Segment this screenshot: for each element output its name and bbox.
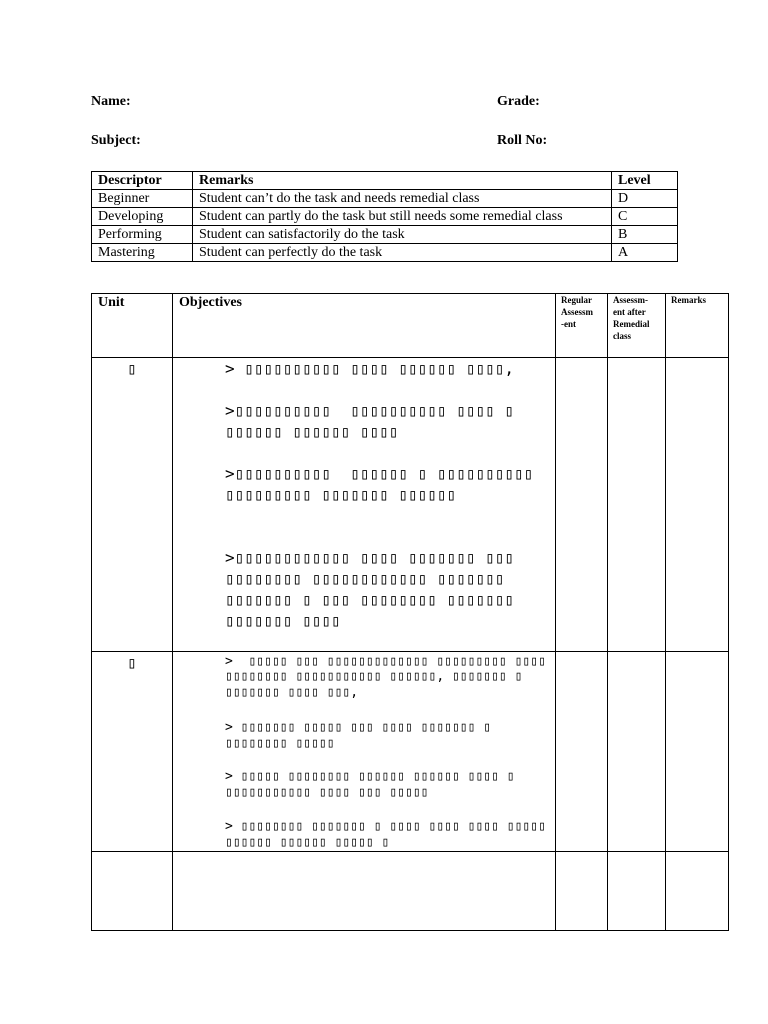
table-row [92,652,729,852]
header-line: Remedial [613,319,650,329]
objective-line: > ▯▯▯▯▯ ▯▯▯▯▯▯▯▯ ▯▯▯▯▯▯ ▯▯▯▯▯▯ ▯▯▯▯ ▯ [225,769,515,784]
remarks-cell: Student can partly do the task but still needs some remedial class [193,208,612,226]
table-row [92,190,678,208]
descriptor-cell: Developing [92,208,193,226]
level-cell: B [612,226,678,244]
remarks-column-header [666,294,729,358]
objective-line: ▯▯▯▯▯▯ ▯▯▯▯▯▯ ▯▯▯▯▯ ▯ [225,835,390,850]
objectives-header-label: Objectives [179,295,242,310]
objective-line: > ▯▯▯▯▯▯▯ ▯▯▯▯▯ ▯▯▯ ▯▯▯▯ ▯▯▯▯▯▯▯ ▯ [225,720,492,735]
header-line: ent after [613,307,646,317]
objective-line: ▯▯▯▯▯▯▯▯ ▯▯▯▯▯▯▯▯▯▯▯ ▯▯▯▯▯▯, ▯▯▯▯▯▯▯ ▯ [225,669,523,684]
unit-header-label: Unit [98,295,125,310]
grade-label: Grade: [497,94,540,109]
unit-header [92,294,173,358]
regular-assessment-cell [556,358,608,652]
table-row [92,852,729,931]
objectives-header [173,294,556,358]
header-line: -ent [561,319,576,329]
header-line: Assessm- [613,295,648,305]
regular-assessment-header [556,294,608,358]
remarks-header: Remarks [193,172,612,190]
unit-number: ▯ [127,359,137,378]
unit-number: ▯ [127,653,137,672]
table-row [92,208,678,226]
header-line: Remarks [671,295,706,305]
objective-line: > ▯▯▯▯▯ ▯▯▯ ▯▯▯▯▯▯▯▯▯▯▯▯▯ ▯▯▯▯▯▯▯▯▯ ▯▯▯▯ [225,654,546,669]
objective-line: > ▯▯▯▯▯▯▯▯▯▯ ▯▯▯▯ ▯▯▯▯▯▯ ▯▯▯▯, [225,359,514,378]
table-row [92,358,729,652]
remedial-assessment-cell [608,852,666,931]
objective-line: ▯▯▯▯▯▯▯ ▯▯▯▯ [225,611,341,630]
objective-line: ▯▯▯▯▯▯▯ ▯▯▯▯ ▯▯▯, [225,685,359,700]
level-cell: A [612,244,678,262]
level-cell: D [612,190,678,208]
objectives-cell [173,852,556,931]
objectives-cell [173,358,556,652]
regular-assessment-cell [556,652,608,852]
objective-line: ▯▯▯▯▯▯▯▯ ▯▯▯▯▯ [225,736,335,751]
descriptor-cell: Performing [92,226,193,244]
remarks-cell [666,852,729,931]
unit-cell [92,358,173,652]
header-line: Assessm [561,307,594,317]
regular-assessment-cell [556,852,608,931]
level-header: Level [612,172,678,190]
unit-cell [92,652,173,852]
descriptor-cell: Beginner [92,190,193,208]
level-cell: C [612,208,678,226]
remarks-cell: Student can satisfactorily do the task [193,226,612,244]
roll-no-label: Roll No: [497,133,548,148]
objective-line: ▯▯▯▯▯▯▯▯▯▯▯ ▯▯▯▯ ▯▯▯ ▯▯▯▯▯ [225,785,429,800]
table-row [92,226,678,244]
name-label: Name: [91,94,131,109]
remedial-assessment-header [608,294,666,358]
objective-line: >▯▯▯▯▯▯▯▯▯▯ ▯▯▯▯▯▯▯▯▯▯ ▯▯▯▯ ▯ [225,401,514,420]
objective-line: ▯▯▯▯▯▯ ▯▯▯▯▯▯ ▯▯▯▯ [225,422,399,441]
descriptor-cell: Mastering [92,244,193,262]
subject-label: Subject: [91,133,141,148]
descriptor-header: Descriptor [92,172,193,190]
remedial-assessment-cell [608,652,666,852]
header-line: class [613,331,631,341]
objectives-cell [173,652,556,852]
remarks-cell: Student can’t do the task and needs remedial class [193,190,612,208]
assessment-header-row [92,294,729,358]
header-line: Regular [561,295,592,305]
objective-line: ▯▯▯▯▯▯▯ ▯ ▯▯▯ ▯▯▯▯▯▯▯▯ ▯▯▯▯▯▯▯ [225,590,514,609]
table-row [92,244,678,262]
objective-line: > ▯▯▯▯▯▯▯▯ ▯▯▯▯▯▯▯ ▯ ▯▯▯▯ ▯▯▯▯ ▯▯▯▯ ▯▯▯▯▯ [225,819,546,834]
unit-cell [92,852,173,931]
remedial-assessment-cell [608,358,666,652]
rubric-table [91,171,678,262]
rubric-header-row [92,172,678,190]
objective-line: ▯▯▯▯▯▯▯▯▯ ▯▯▯▯▯▯▯ ▯▯▯▯▯▯ [225,485,457,504]
remarks-cell [666,358,729,652]
remarks-cell: Student can perfectly do the task [193,244,612,262]
assessment-table [91,293,729,931]
objective-line: >▯▯▯▯▯▯▯▯▯▯ ▯▯▯▯▯▯ ▯ ▯▯▯▯▯▯▯▯▯▯ [225,464,534,483]
objective-line: ▯▯▯▯▯▯▯▯ ▯▯▯▯▯▯▯▯▯▯▯▯ ▯▯▯▯▯▯▯ [225,569,505,588]
remarks-cell [666,652,729,852]
objective-line: >▯▯▯▯▯▯▯▯▯▯▯▯ ▯▯▯▯ ▯▯▯▯▯▯▯ ▯▯▯ [225,548,514,567]
